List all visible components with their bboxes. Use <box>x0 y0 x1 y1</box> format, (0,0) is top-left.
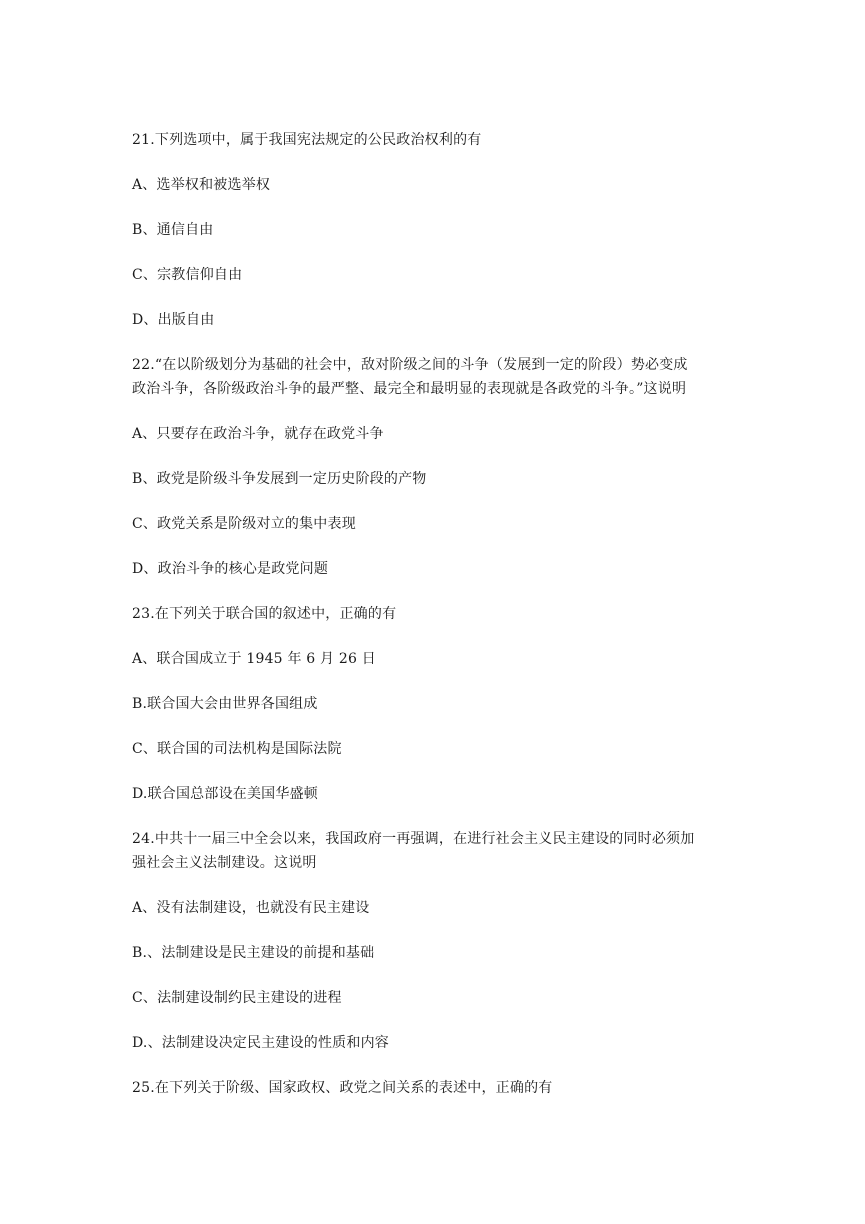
question-22-option-a: A、只要存在政治斗争，就存在政党斗争 <box>132 426 384 442</box>
question-21-option-a: A、选举权和被选举权 <box>132 177 271 193</box>
question-23-option-b: B.联合国大会由世界各国组成 <box>132 696 318 712</box>
question-22-option-c: C、政党关系是阶级对立的集中表现 <box>132 516 356 532</box>
question-24-option-a: A、没有法制建设，也就没有民主建设 <box>132 900 370 916</box>
question-21-option-d: D、出版自由 <box>132 312 215 328</box>
exam-content <box>132 128 742 1100</box>
question-23-stem: 23.在下列关于联合国的叙述中，正确的有 <box>132 606 397 622</box>
question-22-stem-line-2: 政治斗争，各阶级政治斗争的最严整、最完全和最明显的表现就是各政党的斗争。”这说明 <box>132 381 687 397</box>
question-23-option-a: A、联合国成立于 1945 年 6 月 26 日 <box>132 651 376 667</box>
question-24-stem-line-2: 强社会主义法制建设。这说明 <box>132 855 317 871</box>
question-22-stem-line-1: 22.“在以阶级划分为基础的社会中，敌对阶级之间的斗争（发展到一定的阶段）势必变成 <box>132 357 688 373</box>
question-24-stem-line-1: 24.中共十一届三中全会以来，我国政府一再强调，在进行社会主义民主建设的同时必须加 <box>132 831 695 847</box>
question-21-option-b: B、通信自由 <box>132 222 214 238</box>
question-24-option-c: C、法制建设制约民主建设的进程 <box>132 990 342 1006</box>
question-22-option-b: B、政党是阶级斗争发展到一定历史阶段的产物 <box>132 471 427 487</box>
question-24-option-d: D.、法制建设决定民主建设的性质和内容 <box>132 1035 389 1051</box>
question-23-option-d: D.联合国总部设在美国华盛顿 <box>132 786 318 802</box>
question-25-stem: 25.在下列关于阶级、国家政权、政党之间关系的表述中，正确的有 <box>132 1080 553 1096</box>
question-24-option-b: B.、法制建设是民主建设的前提和基础 <box>132 945 375 961</box>
question-23-option-c: C、联合国的司法机构是国际法院 <box>132 741 342 757</box>
question-21-option-c: C、宗教信仰自由 <box>132 267 243 283</box>
question-22-option-d: D、政治斗争的核心是政党问题 <box>132 561 329 577</box>
question-21-stem: 21.下列选项中，属于我国宪法规定的公民政治权利的有 <box>132 132 482 148</box>
